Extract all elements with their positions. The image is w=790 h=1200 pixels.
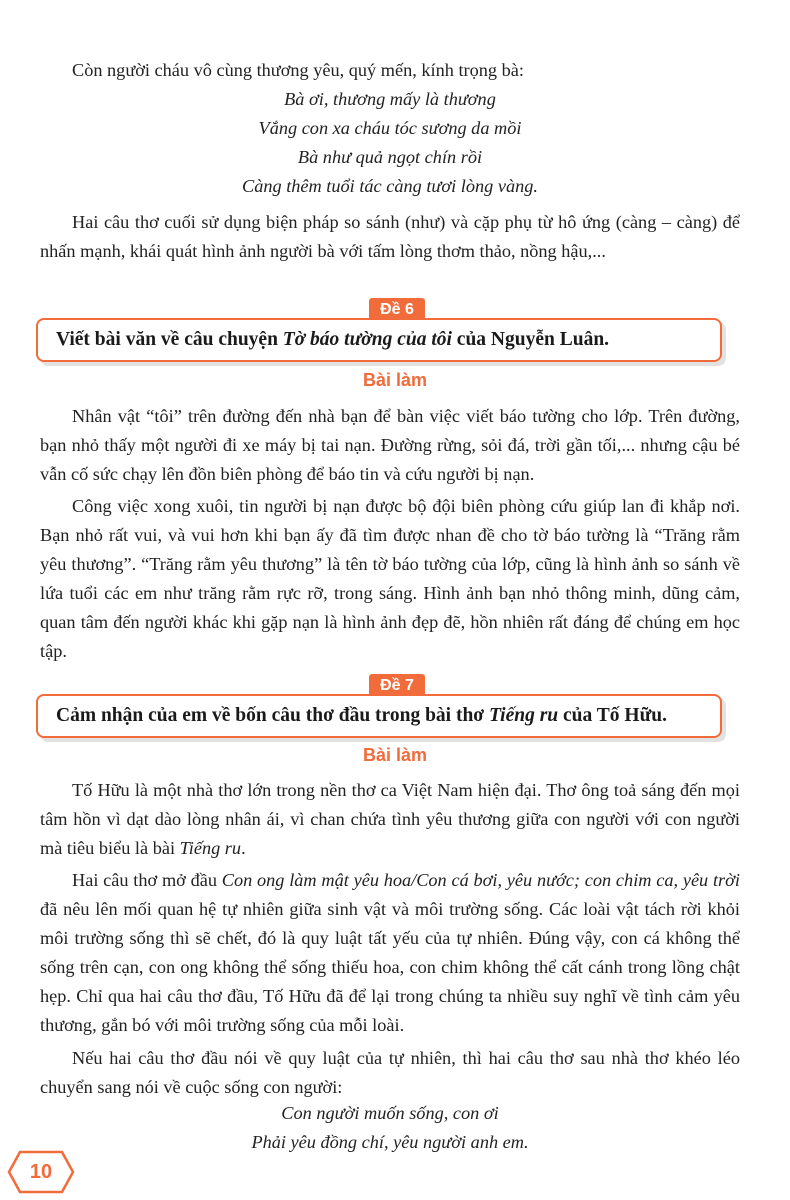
- verse-line: Vắng con xa cháu tóc sương da mồi: [258, 118, 522, 138]
- topic-badge-7: Đề 7: [369, 674, 425, 698]
- de7-verse: [40, 1099, 740, 1157]
- intro-lead: Còn người cháu vô cùng thương yêu, quý mến, kính trọng bà:: [72, 60, 524, 80]
- verse-line: Phải yêu đồng chí, yêu người anh em.: [251, 1132, 529, 1152]
- verse-line: Càng thêm tuổi tác càng tươi lòng vàng.: [242, 176, 538, 196]
- topic-badge-6: Đề 6: [369, 298, 425, 322]
- de7-paragraph-2: [40, 866, 740, 1040]
- topic-text-title: Tiếng ru: [488, 705, 559, 726]
- de7-paragraph-1: [40, 776, 740, 863]
- intro-conclusion: Hai câu thơ cuối sử dụng biện pháp so sánh (như) và cặp phụ từ hô ứng (càng – càng) để nhấn mạnh, khái quát hình ảnh người bà với tấm lòng thơm thảo, nồng hậu,...: [40, 212, 740, 261]
- de7-p2-text: Hai câu thơ mở đầu: [72, 870, 222, 890]
- topic-heading-7: [56, 696, 667, 736]
- de7-paragraph-3: Nếu hai câu thơ đầu nói về quy luật của tự nhiên, thì hai câu thơ sau nhà thơ khéo léo chuyển sang nói về cuộc sống con người:: [40, 1048, 740, 1097]
- de7-p2-rest: đã nêu lên mối quan hệ tự nhiên giữa sinh vật và môi trường sống. Các loài vật tách rời khỏi môi trường sống thì sẽ chết, đó là quy luật tất yếu của tự nhiên. Đúng vậy, con cá không thể sống trên cạn, con ong không thể sống thiếu hoa, con chim không thể cất cánh trong lồng chật hẹp. Chỉ qua hai câu thơ đầu, Tố Hữu đã để lại trong chúng ta nhiều suy nghĩ về tình cảm yêu thương, gắn bó với môi trường sống của mỗi loài.: [40, 899, 740, 1035]
- de7-p1-text: Tố Hữu là một nhà thơ lớn trong nền thơ ca Việt Nam hiện đại. Thơ ông toả sáng đến mọi tâm hồn vì dạt dào lòng nhân ái, vì chan chứa tình yêu thương giữa con người với con người mà tiêu biểu là bài: [40, 780, 740, 858]
- intro-verse: [40, 85, 740, 201]
- topic-box-6: [36, 318, 722, 362]
- answer-heading-6: Bài làm: [362, 370, 428, 390]
- de6-paragraph-2: Công việc xong xuôi, tin người bị nạn được bộ đội biên phòng cứu giúp lan đi khắp nơi. Bạn nhỏ rất vui, và vui hơn khi bạn ấy đã tìm được nhan đề cho tờ báo tường là “Trăng rằm yêu thương”. “Trăng rằm yêu thương” là tên tờ báo tường của lớp, cũng là hình ảnh so sánh về lứa tuổi các em như trăng rằm rực rỡ, trong sáng. Hình ảnh bạn nhỏ thông minh, dũng cảm, quan tâm đến người khác khi gặp nạn là hình ảnh đẹp đẽ, hồn nhiên rất đáng để chúng em học tập.: [40, 496, 740, 661]
- topic-text-pre: Cảm nhận của em về bốn câu thơ đầu trong bài thơ: [56, 705, 489, 726]
- topic-text-pre: Viết bài văn về câu chuyện: [56, 329, 283, 350]
- page-number-badge: [6, 1149, 76, 1195]
- de7-p2-quote: Con ong làm mật yêu hoa/Con cá bơi, yêu nước; con chim ca, yêu trời: [221, 870, 740, 890]
- de7-p1-title: Tiếng ru: [179, 838, 242, 858]
- topic-heading-6: [56, 320, 609, 360]
- de6-paragraph-1: Nhân vật “tôi” trên đường đến nhà bạn để bàn việc viết báo tường cho lớp. Trên đường, bạn nhỏ thấy một người đi xe máy bị tai nạn. Đường rừng, sỏi đá, trời gần tối,... nhưng cậu bé vẫn cố sức chạy lên đồn biên phòng để báo tin và cứu người bị nạn.: [40, 406, 740, 484]
- verse-line: Con người muốn sống, con ơi: [281, 1103, 499, 1123]
- de7-p1-end: .: [241, 838, 246, 858]
- topic-text-post: của Tố Hữu.: [558, 705, 668, 726]
- answer-heading-7: Bài làm: [362, 745, 428, 765]
- topic-text-post: của Nguyễn Luân.: [451, 329, 610, 350]
- verse-line: Bà ơi, thương mấy là thương: [284, 89, 496, 109]
- verse-line: Bà như quả ngọt chín rồi: [297, 147, 483, 167]
- page-number: 10: [29, 1161, 53, 1183]
- topic-box-7: [36, 694, 722, 738]
- topic-text-title: Tờ báo tường của tôi: [282, 329, 452, 350]
